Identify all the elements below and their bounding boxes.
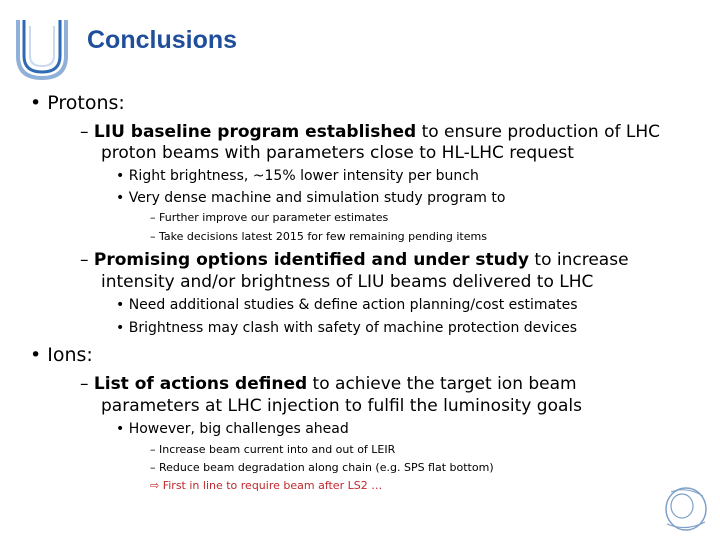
item-text: to ensure production of LHC <box>416 122 660 142</box>
ions-item1 <box>80 374 577 394</box>
cern-logo-icon <box>661 484 711 534</box>
ions-arrow-item: ⇨ First in line to require beam after LS2 … <box>150 479 383 492</box>
protons-sub-1: • Right brightness, ~15% lower intensity per bunch <box>116 168 479 184</box>
item-bold-text: Promising options identified and under study <box>93 250 529 270</box>
item-text: to increase <box>529 250 629 270</box>
protons-item2-sub-2: • Brightness may clash with safety of machine protection devices <box>116 320 578 336</box>
protons-item2-cont: intensity and/or brightness of LIU beams delivered to LHC <box>101 272 594 292</box>
item-bullet: – <box>80 250 89 270</box>
slide-title: Conclusions <box>87 26 238 54</box>
protons-heading: • Protons: <box>30 92 125 114</box>
ions-sub: • However, big challenges ahead <box>116 421 349 437</box>
ions-subsub-1: – Increase beam current into and out of LEIR <box>150 443 396 456</box>
ions-heading: • Ions: <box>30 344 93 366</box>
liu-u-logo-icon <box>10 14 74 84</box>
item-bullet: – <box>80 122 89 142</box>
protons-item2 <box>80 250 629 270</box>
protons-subsub-1: – Further improve our parameter estimates <box>150 211 389 224</box>
item-bold-text: LIU baseline program established <box>93 122 417 142</box>
ions-subsub-2: – Reduce beam degradation along chain (e.g. SPS flat bottom) <box>150 461 494 474</box>
protons-subsub-2: – Take decisions latest 2015 for few remaining pending items <box>150 230 487 243</box>
ions-item1-cont: parameters at LHC injection to fulfil the luminosity goals <box>101 396 582 416</box>
protons-sub-2: • Very dense machine and simulation study program to <box>116 190 506 206</box>
protons-item2-sub-1: • Need additional studies & define action planning/cost estimates <box>116 297 578 313</box>
protons-item1 <box>80 122 660 142</box>
item-text: to achieve the target ion beam <box>307 374 577 394</box>
item-bullet: – <box>80 374 89 394</box>
item-bold-text: List of actions defined <box>93 374 308 394</box>
protons-item1-cont: proton beams with parameters close to HL-LHC request <box>101 143 574 163</box>
